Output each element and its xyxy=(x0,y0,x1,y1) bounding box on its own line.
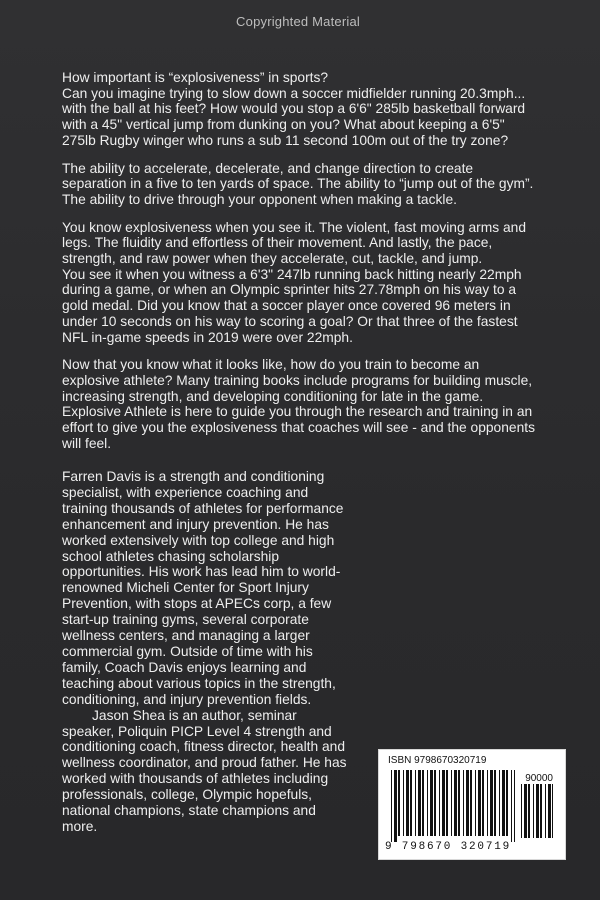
barcode-bar xyxy=(528,784,530,838)
barcode-bar xyxy=(403,770,404,836)
barcode-bar xyxy=(506,770,508,836)
barcode-bar xyxy=(463,770,464,836)
barcode-bar xyxy=(430,770,433,836)
barcode-bar xyxy=(434,770,436,836)
barcode-bar xyxy=(410,770,412,836)
barcode-bar xyxy=(548,784,551,838)
barcode-bar xyxy=(458,770,460,836)
blurb-paragraph-3: You know explosiveness when you see it. The violent, fast moving arms and legs. The fluidity and effortless of their movement. And lastly, the pace, strength, and raw power when they accelerate, cut, tackle, and jump. xyxy=(62,219,526,267)
barcode-bar xyxy=(533,784,534,838)
barcode-bar xyxy=(536,784,539,838)
barcode-bar xyxy=(487,770,488,836)
barcode-bar xyxy=(524,784,527,838)
blurb-paragraph-1: How important is “explosiveness” in sports? Can you imagine trying to slow down a soccer midfielder running 20.3mph... with the ball at his feet? How would you stop a 6'6" 285lb basketball forward with a 45" vertical jump from dunking on you? What about keeping a 6'5" 275lb Rugby winger who runs a sub 11 second 100m out of the try zone? xyxy=(62,70,526,148)
blurb-paragraph-4: You see it when you witness a 6'3" 247lb running back hitting nearly 22mph during a game, or when an Olympic sprinter hits 27.78mph on his way to a gold medal. Did you know that a soccer player once covered 96 meters in under 10 seconds on his way to scoring a goal? Or that three of the fastest NFL in-game speeds in 2019 were over 22mph. xyxy=(62,266,522,345)
blurb-paragraph-5: Now that you know what it looks like, how do you train to become an explosive athlete? Many training books include programs for building muscle, increasing strength, and developing conditioning for late in the game. Explosive Athlete is here to guide you through the research and training in an effort to give you the explosiveness that coaches will see - and the opponents will feel. xyxy=(62,357,535,451)
barcode-bar xyxy=(422,770,424,836)
author-bios xyxy=(62,469,352,835)
author-bio-farren-davis: Farren Davis is a strength and conditioning specialist, with experience coaching and training thousands of athletes for performance enhancement and injury prevention. He has worked extensively with top college and high school athletes chasing scholarship opportunities. His work has lead him to world-renowned Micheli Center for Sport Injury Prevention, with stops at APECs corp, a few start-up training gyms, several corporate wellness centers, and managing a larger commercial gym. Outside of time with his family, Coach Davis enjoys learning and teaching about various topics in the strength, conditioning, and injury prevention fields. xyxy=(62,469,344,707)
barcode-bar xyxy=(502,770,505,836)
barcode-bar xyxy=(514,770,515,842)
isbn-barcode xyxy=(378,749,566,860)
blurb-paragraph-2: The ability to accelerate, decelerate, and change direction to create separation in a five to ten yards of space. The ability to “jump out of the gym”. The ability to drive through your opponent when making a tackle. xyxy=(62,160,534,207)
author-bio-jason-shea: Jason Shea is an author, seminar speaker, Poliquin PICP Level 4 strength and conditioning coach, fitness director, health and wellness coordinator, and proud father. He has worked with thousands of athletes including professionals, college, Olympic hopefuls, national champions, state champions and more. xyxy=(62,707,347,834)
copyright-watermark: Copyrighted Material xyxy=(236,14,360,29)
barcode-bar xyxy=(470,770,472,836)
barcode-bar xyxy=(427,770,428,836)
barcode-bar xyxy=(545,784,546,838)
barcode-bar xyxy=(442,770,445,836)
barcode-bar xyxy=(499,770,500,836)
barcode-bar xyxy=(478,770,481,836)
barcode-bar xyxy=(490,770,493,836)
barcode-bar xyxy=(540,784,542,838)
barcode-bar xyxy=(398,770,400,836)
barcode-bar xyxy=(415,770,416,836)
isbn-label: ISBN 9798670320719 xyxy=(388,755,487,766)
barcode-bar xyxy=(482,770,484,836)
barcode-bar xyxy=(511,770,512,842)
barcode-bar xyxy=(439,770,440,836)
barcode-bar xyxy=(521,784,522,838)
barcode-bar xyxy=(494,770,496,836)
price-code: 90000 xyxy=(525,773,553,784)
back-cover-blurb xyxy=(62,70,538,463)
barcode-digits: 9 798670 320719 xyxy=(385,841,512,853)
barcode-bar xyxy=(552,784,553,838)
barcode-bar xyxy=(418,770,421,836)
barcode-bar xyxy=(391,770,392,842)
ean-5-addon-bars xyxy=(521,784,555,844)
barcode-bar xyxy=(394,770,397,842)
barcode-bar xyxy=(454,770,457,836)
barcode-bar xyxy=(466,770,469,836)
ean-13-bars xyxy=(391,770,517,842)
barcode-bar xyxy=(451,770,452,836)
barcode-bar xyxy=(446,770,448,836)
barcode-bar xyxy=(406,770,409,836)
barcode-bar xyxy=(475,770,476,836)
